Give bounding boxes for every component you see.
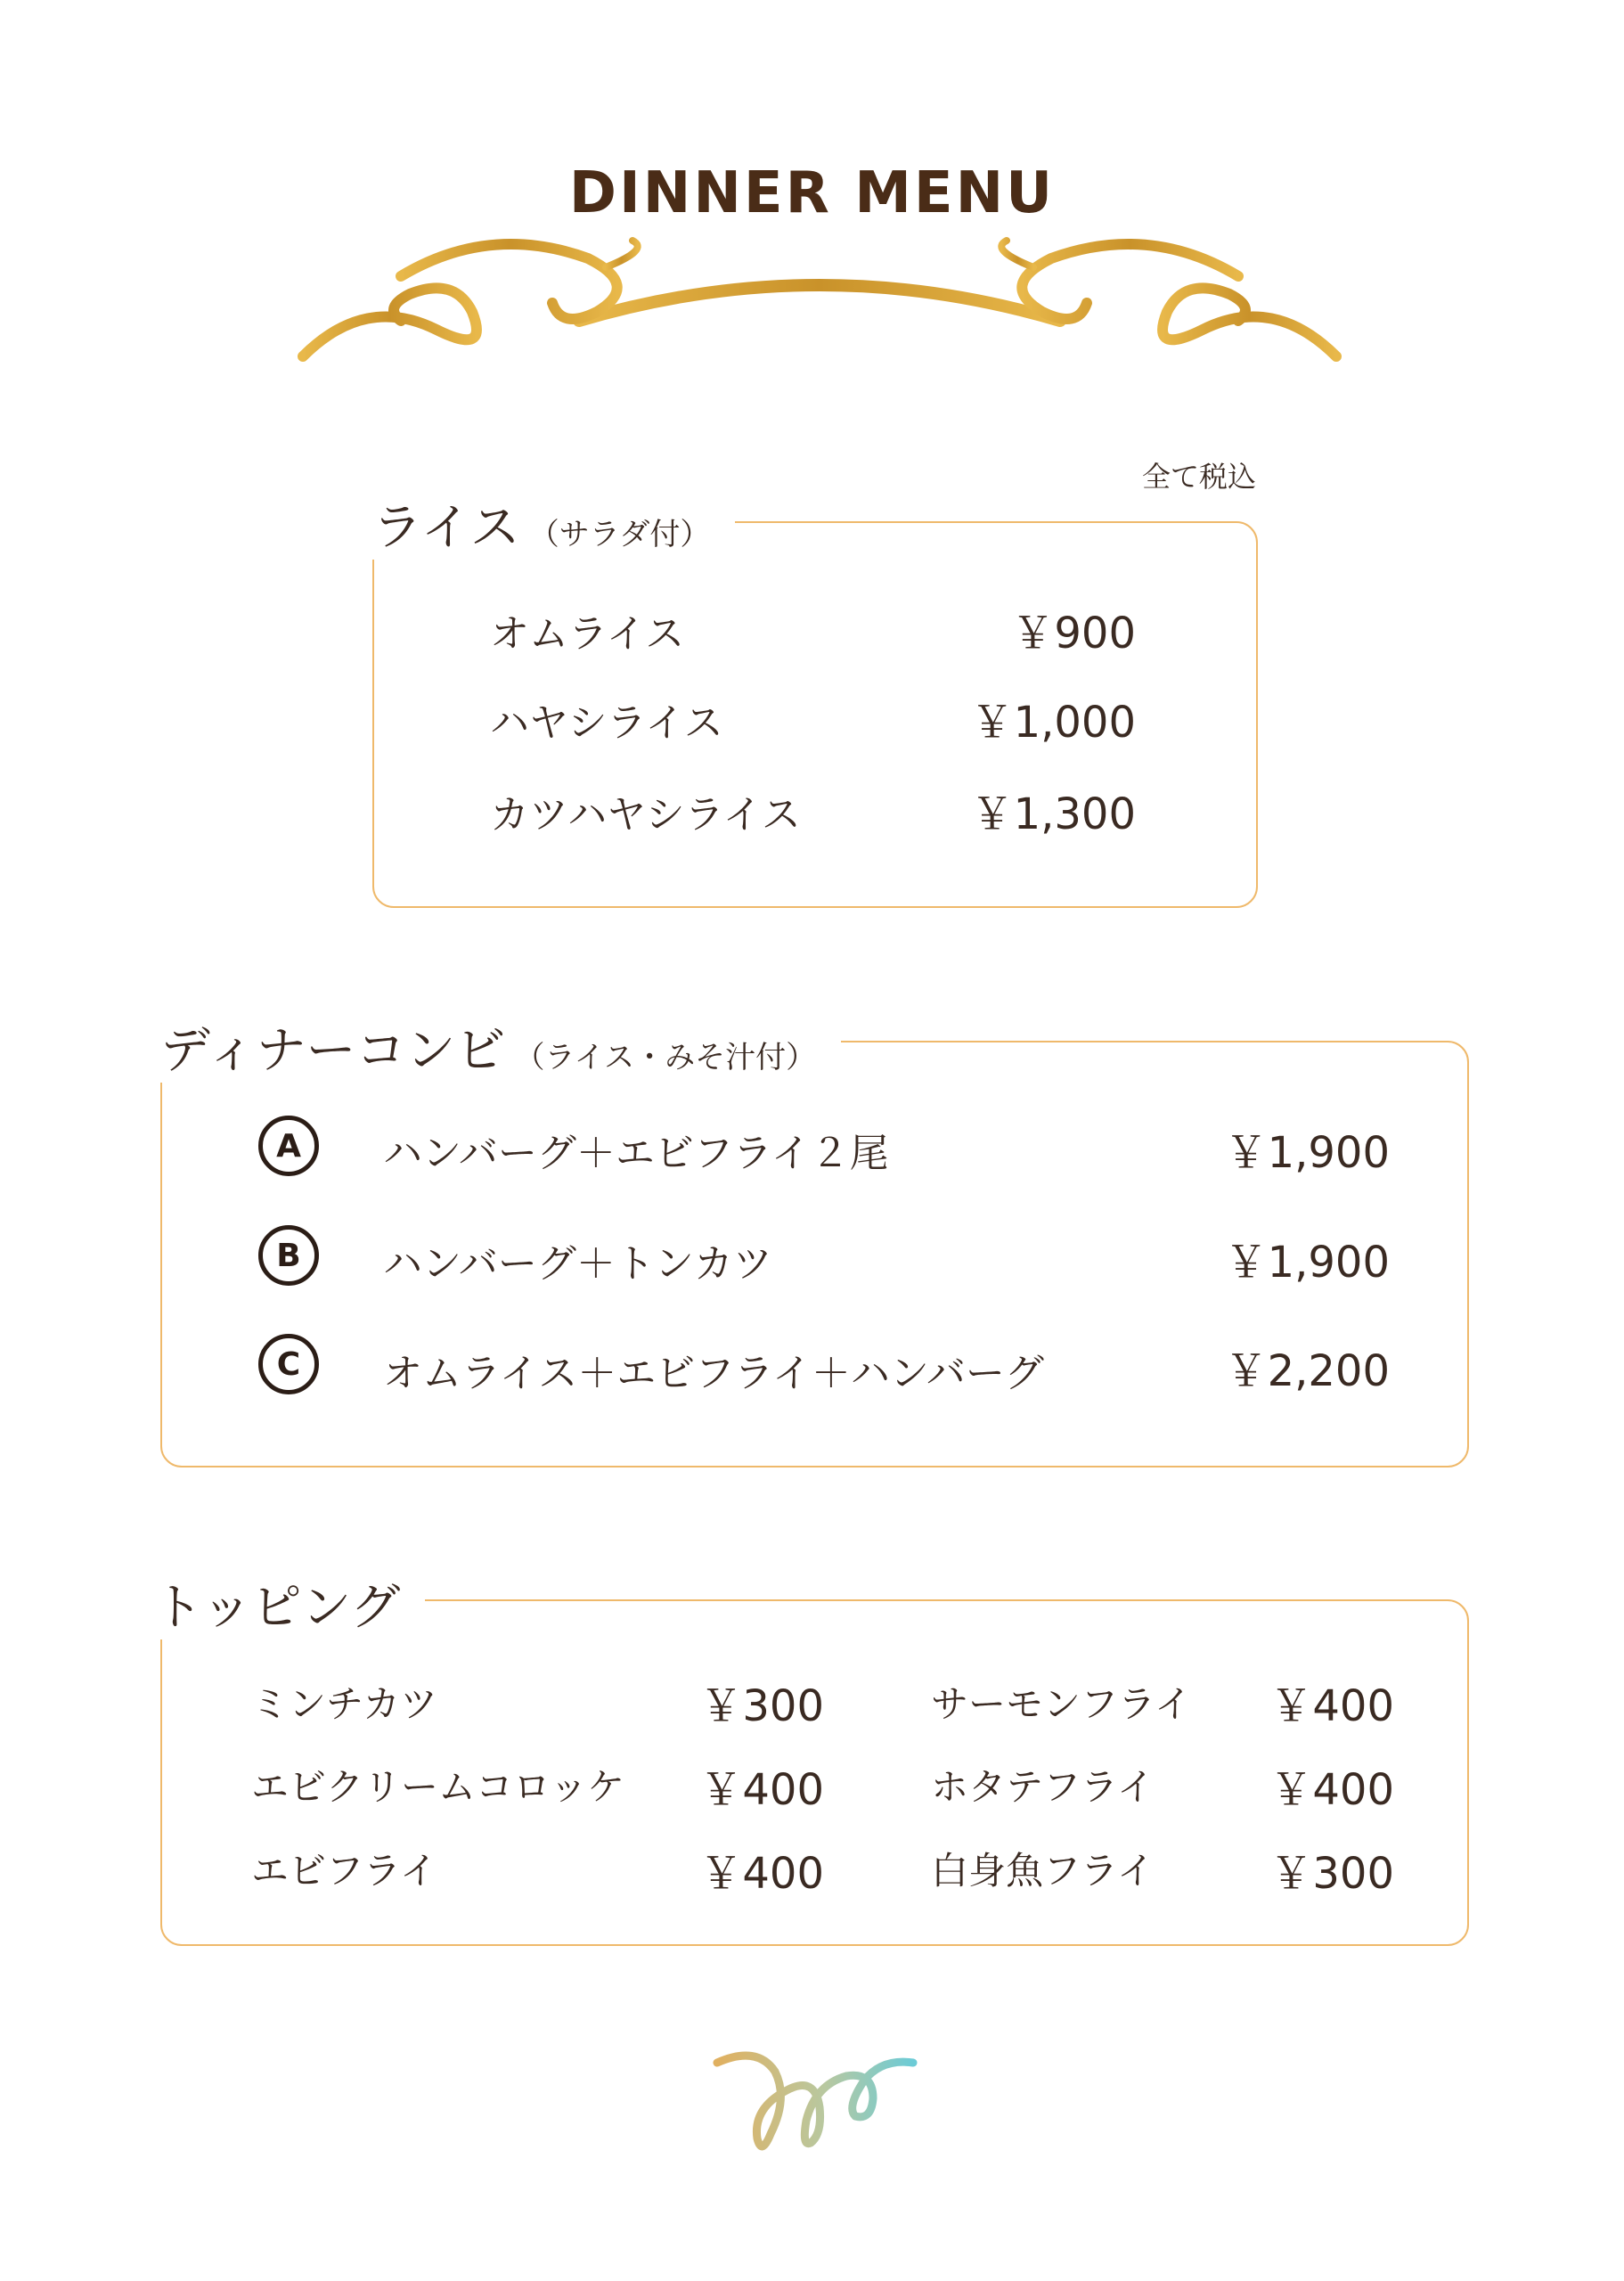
combi-section-heading [160,1011,841,1083]
combi-section-title: ディナーコンビ [160,1022,506,1080]
rice-item-price: ￥900 [1011,609,1136,658]
rice-item-label: ハヤシライス [490,700,723,746]
menu-title: DINNER MENU [568,160,1056,226]
ornament-scroll-icon [294,214,1345,392]
topping-item-label: エビフライ [251,1849,437,1893]
topping-section-heading [153,1568,425,1639]
topping-item-label: ミンチカツ [251,1682,438,1726]
rice-section-heading [372,488,735,560]
combi-item-label: ハンバーグ＋エビフライ２尾 [383,1131,889,1176]
rice-section-note: （サラダ付） [528,517,711,552]
combi-section-note: （ライス・みそ汁付） [514,1040,817,1075]
combi-item-label: オムライス＋エビフライ＋ハンバーグ [383,1351,1044,1396]
topping-section-title: トッピング [153,1579,401,1637]
topping-item-label: エビクリームコロッケ [251,1765,625,1809]
topping-item-price: ￥400 [699,1765,824,1815]
topping-item-price: ￥300 [1269,1849,1394,1899]
rice-item-label: カツハヤシライス [490,792,801,838]
combi-badge-c: C [258,1334,319,1394]
topping-item-price: ￥300 [699,1681,824,1731]
topping-item-label: ホタテフライ [931,1765,1155,1809]
combi-item-price: ￥1,900 [1224,1238,1390,1288]
squiggle-decoration-icon [704,2036,926,2170]
combi-item-price: ￥1,900 [1224,1128,1390,1178]
tax-note: 全て税込 [1142,460,1257,494]
rice-item-label: オムライス [490,611,685,657]
topping-item-price: ￥400 [699,1849,824,1899]
rice-item-price: ￥1,000 [970,698,1136,748]
combi-item-price: ￥2,200 [1224,1346,1390,1396]
rice-section-title: ライス [372,499,520,557]
topping-item-price: ￥400 [1269,1681,1394,1731]
topping-item-label: 白身魚フライ [931,1849,1155,1893]
combi-badge-a: A [258,1116,319,1176]
combi-badge-b: B [258,1225,319,1286]
rice-item-price: ￥1,300 [970,789,1136,839]
topping-item-price: ￥400 [1269,1765,1394,1815]
combi-item-label: ハンバーグ＋トンカツ [383,1241,772,1287]
topping-item-label: サーモンフライ [931,1682,1192,1726]
